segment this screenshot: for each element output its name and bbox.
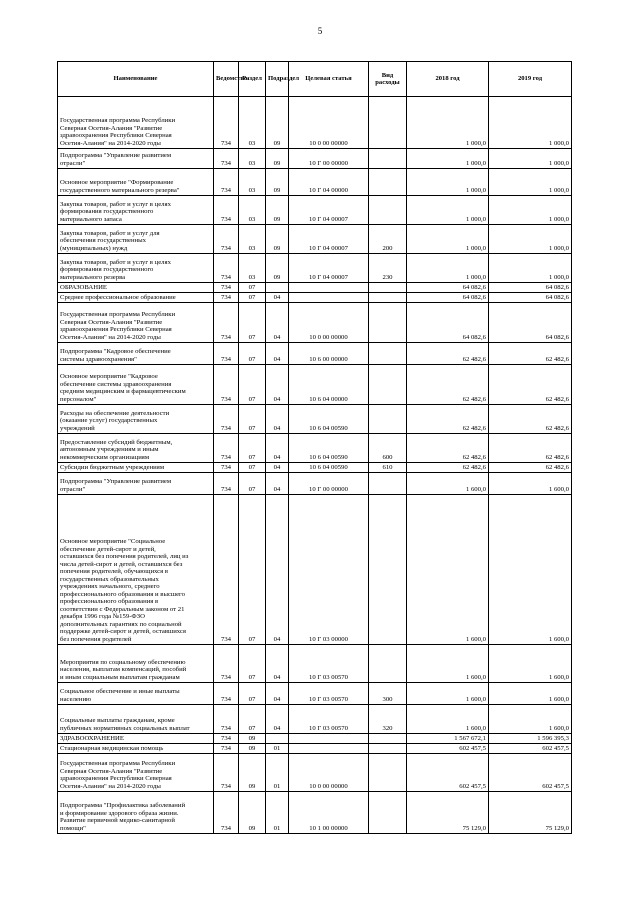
table-row — [58, 473, 572, 495]
row-vedomstvo: 734 — [214, 254, 239, 283]
row-amount-2018: 1 600,0 — [407, 705, 489, 734]
row-name: Подпрограмма "Управление развитием отрасли" — [58, 473, 214, 495]
row-razdel: 03 — [239, 97, 266, 149]
row-amount-2018: 1 600,0 — [407, 473, 489, 495]
row-podrazdel: 04 — [266, 303, 289, 343]
row-amount-2019: 62 482,6 — [489, 434, 572, 463]
row-podrazdel: 04 — [266, 645, 289, 683]
row-vedomstvo: 734 — [214, 405, 239, 434]
row-name: Основное мероприятие "Формирование государственного материального резерва" — [58, 169, 214, 196]
row-razdel: 07 — [239, 683, 266, 705]
row-vid-rashodov — [369, 365, 407, 405]
row-celevaya-statya: 10 Г 04 00007 — [289, 254, 369, 283]
row-vid-rashodov: 600 — [369, 434, 407, 463]
row-razdel: 09 — [239, 754, 266, 792]
row-amount-2019: 1 000,0 — [489, 196, 572, 225]
table-body — [58, 97, 572, 834]
row-amount-2019: 1 000,0 — [489, 97, 572, 149]
table-row — [58, 705, 572, 734]
header-vid-rashodov: Вид расходы — [369, 62, 407, 97]
table-row — [58, 196, 572, 225]
row-celevaya-statya: 10 Г 04 00007 — [289, 225, 369, 254]
table-row — [58, 225, 572, 254]
row-celevaya-statya — [289, 283, 369, 293]
row-amount-2018: 75 129,0 — [407, 792, 489, 834]
row-podrazdel: 01 — [266, 754, 289, 792]
row-amount-2018: 62 482,6 — [407, 463, 489, 473]
row-name: Подпрограмма "Профилактика заболеваний и формирование здорового образа жизни. Развитие первичной медико-санитарной помощи" — [58, 792, 214, 834]
row-name: Закупка товаров, работ и услуг в целях формирования государственного материального резерва — [58, 254, 214, 283]
row-celevaya-statya: 10 6 00 00000 — [289, 343, 369, 365]
row-amount-2018: 62 482,6 — [407, 405, 489, 434]
row-celevaya-statya: 10 Г 03 00570 — [289, 683, 369, 705]
table-row — [58, 97, 572, 149]
row-amount-2019: 62 482,6 — [489, 343, 572, 365]
row-vedomstvo: 734 — [214, 303, 239, 343]
row-amount-2019: 1 000,0 — [489, 169, 572, 196]
row-vid-rashodov — [369, 405, 407, 434]
table-row — [58, 293, 572, 303]
row-razdel: 07 — [239, 705, 266, 734]
row-amount-2018: 1 600,0 — [407, 645, 489, 683]
row-amount-2019: 1 600,0 — [489, 495, 572, 645]
table-row — [58, 343, 572, 365]
row-name: Предоставление субсидий бюджетным, автономным учреждениям и иным некоммерческим организациям — [58, 434, 214, 463]
row-amount-2019: 602 457,5 — [489, 744, 572, 754]
row-podrazdel: 04 — [266, 495, 289, 645]
row-podrazdel: 01 — [266, 744, 289, 754]
row-vedomstvo: 734 — [214, 683, 239, 705]
row-name: Государственная программа Республики Северная Осетия-Алания "Развитие здравоохранения Республики Северная Осетия-Алания" на 2014-2020 годы — [58, 754, 214, 792]
row-razdel: 07 — [239, 473, 266, 495]
table-row — [58, 754, 572, 792]
row-vid-rashodov — [369, 283, 407, 293]
row-vid-rashodov — [369, 473, 407, 495]
row-vedomstvo: 734 — [214, 196, 239, 225]
row-razdel: 07 — [239, 405, 266, 434]
row-name: Подпрограмма "Кадровое обеспечение системы здравоохранения" — [58, 343, 214, 365]
row-razdel: 03 — [239, 169, 266, 196]
table-row — [58, 365, 572, 405]
table-row — [58, 495, 572, 645]
table-row — [58, 169, 572, 196]
row-vedomstvo: 734 — [214, 365, 239, 405]
row-vid-rashodov — [369, 645, 407, 683]
row-amount-2019: 64 082,6 — [489, 303, 572, 343]
row-amount-2018: 602 457,5 — [407, 744, 489, 754]
row-razdel: 07 — [239, 343, 266, 365]
row-amount-2018: 1 000,0 — [407, 97, 489, 149]
row-razdel: 03 — [239, 225, 266, 254]
row-vedomstvo: 734 — [214, 744, 239, 754]
row-amount-2019: 75 129,0 — [489, 792, 572, 834]
row-vedomstvo: 734 — [214, 645, 239, 683]
row-podrazdel: 04 — [266, 434, 289, 463]
table-row — [58, 463, 572, 473]
row-amount-2018: 1 000,0 — [407, 169, 489, 196]
header-vedomstvo: Ведомство — [214, 62, 239, 97]
row-name: Государственная программа Республики Северная Осетия-Алания "Развитие здравоохранения Республики Северная Осетия-Алания" на 2014-2020 годы — [58, 303, 214, 343]
row-razdel: 07 — [239, 434, 266, 463]
row-amount-2018: 602 457,5 — [407, 754, 489, 792]
row-vid-rashodov: 320 — [369, 705, 407, 734]
row-podrazdel: 04 — [266, 473, 289, 495]
row-vid-rashodov — [369, 169, 407, 196]
row-name: Социальные выплаты гражданам, кроме публичных нормативных социальных выплат — [58, 705, 214, 734]
row-vedomstvo: 734 — [214, 169, 239, 196]
row-podrazdel: 04 — [266, 405, 289, 434]
table-row — [58, 303, 572, 343]
row-name: ЗДРАВООХРАНЕНИЕ — [58, 734, 214, 744]
header-year-2018: 2018 год — [407, 62, 489, 97]
row-celevaya-statya: 10 Г 00 00000 — [289, 149, 369, 169]
row-podrazdel — [266, 734, 289, 744]
row-amount-2018: 62 482,6 — [407, 365, 489, 405]
table-row — [58, 283, 572, 293]
row-vedomstvo: 734 — [214, 495, 239, 645]
row-podrazdel: 09 — [266, 225, 289, 254]
row-celevaya-statya: 10 1 00 00000 — [289, 792, 369, 834]
row-amount-2019: 1 000,0 — [489, 254, 572, 283]
row-razdel: 07 — [239, 303, 266, 343]
row-amount-2018: 1 000,0 — [407, 149, 489, 169]
row-amount-2019: 1 000,0 — [489, 149, 572, 169]
row-vid-rashodov — [369, 792, 407, 834]
row-amount-2019: 1 600,0 — [489, 683, 572, 705]
row-vid-rashodov: 230 — [369, 254, 407, 283]
row-vid-rashodov — [369, 303, 407, 343]
table-row — [58, 683, 572, 705]
row-name: Основное мероприятие "Социальное обеспечение детей-сирот и детей, оставшихся без попечения родителей, лиц из числа детей-сирот и детей, оставшихся без попечения родителей, обучающихся в государственных образовательных учреждениях начального, среднего профессионального образования и высшего профессионального образования в соответствии с Федеральным законом от 21 декабря 1996 года №159-ФЗО дополнительных гарантиях по социальной поддержке детей-сирот и детей, оставшихся без попечения родителей — [58, 495, 214, 645]
row-name: Подпрограмма "Управление развитием отрасли" — [58, 149, 214, 169]
table-row — [58, 792, 572, 834]
row-podrazdel: 04 — [266, 365, 289, 405]
row-amount-2018: 1 000,0 — [407, 196, 489, 225]
row-vedomstvo: 734 — [214, 754, 239, 792]
row-vedomstvo: 734 — [214, 705, 239, 734]
row-vedomstvo: 734 — [214, 343, 239, 365]
row-celevaya-statya: 10 Г 03 00570 — [289, 645, 369, 683]
row-name: Закупка товаров, работ и услуг для обеспечения государственных (муниципальных) нужд — [58, 225, 214, 254]
row-amount-2018: 64 082,6 — [407, 283, 489, 293]
row-amount-2018: 64 082,6 — [407, 293, 489, 303]
row-razdel: 07 — [239, 293, 266, 303]
row-celevaya-statya: 10 Г 00 00000 — [289, 473, 369, 495]
row-razdel: 07 — [239, 463, 266, 473]
row-amount-2018: 62 482,6 — [407, 343, 489, 365]
row-celevaya-statya: 10 0 00 00000 — [289, 303, 369, 343]
row-name: Среднее профессиональное образование — [58, 293, 214, 303]
table-row — [58, 405, 572, 434]
row-vid-rashodov — [369, 196, 407, 225]
table-row — [58, 254, 572, 283]
row-celevaya-statya — [289, 744, 369, 754]
row-razdel: 03 — [239, 149, 266, 169]
header-podrazdel: Подраздел — [266, 62, 289, 97]
row-vid-rashodov — [369, 343, 407, 365]
row-vedomstvo: 734 — [214, 463, 239, 473]
row-name: Основное мероприятие "Кадровое обеспечение системы здравоохранения средним медицинским и фармацевтическим персоналом" — [58, 365, 214, 405]
table-row — [58, 645, 572, 683]
row-celevaya-statya: 10 Г 04 00000 — [289, 169, 369, 196]
table-row — [58, 734, 572, 744]
row-name: ОБРАЗОВАНИЕ — [58, 283, 214, 293]
row-podrazdel: 01 — [266, 792, 289, 834]
row-vid-rashodov: 610 — [369, 463, 407, 473]
table-row — [58, 149, 572, 169]
row-podrazdel: 09 — [266, 149, 289, 169]
row-celevaya-statya: 10 6 04 00000 — [289, 365, 369, 405]
row-celevaya-statya: 10 6 04 00590 — [289, 463, 369, 473]
row-celevaya-statya: 10 Г 03 00000 — [289, 495, 369, 645]
row-razdel: 09 — [239, 792, 266, 834]
row-razdel: 07 — [239, 365, 266, 405]
row-amount-2018: 1 600,0 — [407, 495, 489, 645]
row-razdel: 09 — [239, 734, 266, 744]
row-razdel: 03 — [239, 196, 266, 225]
table-header-row — [58, 62, 572, 97]
row-amount-2018: 1 000,0 — [407, 225, 489, 254]
row-vid-rashodov: 200 — [369, 225, 407, 254]
row-celevaya-statya — [289, 734, 369, 744]
row-podrazdel: 04 — [266, 683, 289, 705]
row-vedomstvo: 734 — [214, 792, 239, 834]
row-name: Мероприятия по социальному обеспечению населения, выплатам компенсаций, пособий и иным социальным выплатам гражданам — [58, 645, 214, 683]
row-podrazdel: 09 — [266, 97, 289, 149]
row-vid-rashodov — [369, 495, 407, 645]
budget-table — [57, 61, 572, 834]
row-celevaya-statya: 10 Г 04 00007 — [289, 196, 369, 225]
row-vedomstvo: 734 — [214, 473, 239, 495]
row-amount-2019: 1 600,0 — [489, 473, 572, 495]
table-row — [58, 434, 572, 463]
row-amount-2018: 1 000,0 — [407, 254, 489, 283]
row-amount-2019: 1 596 395,3 — [489, 734, 572, 744]
row-vedomstvo: 734 — [214, 434, 239, 463]
row-amount-2019: 1 000,0 — [489, 225, 572, 254]
row-amount-2019: 62 482,6 — [489, 405, 572, 434]
row-vid-rashodov — [369, 754, 407, 792]
row-amount-2019: 64 082,6 — [489, 293, 572, 303]
row-razdel: 07 — [239, 283, 266, 293]
table-row — [58, 744, 572, 754]
row-amount-2019: 62 482,6 — [489, 463, 572, 473]
row-vedomstvo: 734 — [214, 734, 239, 744]
row-vid-rashodov — [369, 97, 407, 149]
row-name: Субсидии бюджетным учреждениям — [58, 463, 214, 473]
row-amount-2019: 62 482,6 — [489, 365, 572, 405]
row-razdel: 09 — [239, 744, 266, 754]
row-vedomstvo: 734 — [214, 149, 239, 169]
row-vedomstvo: 734 — [214, 97, 239, 149]
row-name: Государственная программа Республики Северная Осетия-Алания "Развитие здравоохранения Республики Северная Осетия-Алания" на 2014-2020 годы — [58, 97, 214, 149]
row-amount-2018: 1 600,0 — [407, 683, 489, 705]
row-celevaya-statya: 10 6 04 00590 — [289, 434, 369, 463]
row-amount-2019: 602 457,5 — [489, 754, 572, 792]
row-podrazdel: 04 — [266, 705, 289, 734]
header-name: Наименование — [58, 62, 214, 97]
row-podrazdel: 09 — [266, 254, 289, 283]
row-podrazdel: 09 — [266, 196, 289, 225]
row-celevaya-statya: 10 6 04 00590 — [289, 405, 369, 434]
row-vedomstvo: 734 — [214, 225, 239, 254]
row-podrazdel: 04 — [266, 293, 289, 303]
row-name: Закупка товаров, работ и услуг в целях формирования государственного материального запаса — [58, 196, 214, 225]
row-amount-2018: 64 082,6 — [407, 303, 489, 343]
row-vid-rashodov — [369, 149, 407, 169]
header-razdel: Раздел — [239, 62, 266, 97]
row-podrazdel: 04 — [266, 343, 289, 365]
row-podrazdel: 04 — [266, 463, 289, 473]
row-razdel: 07 — [239, 495, 266, 645]
row-celevaya-statya — [289, 293, 369, 303]
header-celevaya-statya: Целевая статья — [289, 62, 369, 97]
header-year-2019: 2019 год — [489, 62, 572, 97]
row-vedomstvo: 734 — [214, 283, 239, 293]
row-vid-rashodov — [369, 734, 407, 744]
row-podrazdel — [266, 283, 289, 293]
row-name: Стационарная медицинская помощь — [58, 744, 214, 754]
row-vid-rashodov — [369, 744, 407, 754]
row-name: Расходы на обеспечение деятельности (оказание услуг) государственных учреждений — [58, 405, 214, 434]
page-number: 5 — [317, 26, 323, 36]
row-razdel: 03 — [239, 254, 266, 283]
row-name: Социальное обеспечение и иные выплаты населению — [58, 683, 214, 705]
row-razdel: 07 — [239, 645, 266, 683]
row-amount-2019: 64 082,6 — [489, 283, 572, 293]
row-vid-rashodov: 300 — [369, 683, 407, 705]
row-celevaya-statya: 10 Г 03 00570 — [289, 705, 369, 734]
row-amount-2018: 1 567 672,1 — [407, 734, 489, 744]
row-vedomstvo: 734 — [214, 293, 239, 303]
row-celevaya-statya: 10 0 00 00000 — [289, 754, 369, 792]
row-vid-rashodov — [369, 293, 407, 303]
row-celevaya-statya: 10 0 00 00000 — [289, 97, 369, 149]
row-amount-2019: 1 600,0 — [489, 705, 572, 734]
row-amount-2018: 62 482,6 — [407, 434, 489, 463]
row-amount-2019: 1 600,0 — [489, 645, 572, 683]
row-podrazdel: 09 — [266, 169, 289, 196]
